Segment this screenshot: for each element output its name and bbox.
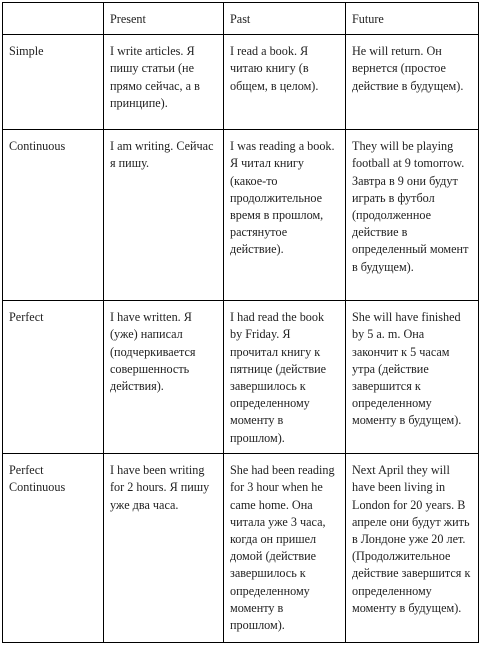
cell-continuous-present: I am writing. Сейчас я пишу. bbox=[104, 130, 224, 301]
cell-simple-present: I write articles. Я пишу статьи (не прямо сейчас, а в принципе). bbox=[104, 35, 224, 130]
table-row-perfect-continuous bbox=[3, 454, 479, 643]
table-row-continuous bbox=[3, 130, 479, 301]
cell-perfect-continuous-future: Next April they will have been living in London for 20 years. В апреле они будут жить в Лондоне уже 20 лет. (Продолжительное действие завершится к определенному моменту в будущем). bbox=[346, 454, 479, 643]
header-cell-corner bbox=[3, 3, 104, 35]
row-label-perfect-continuous: Perfect Continuous bbox=[3, 454, 104, 643]
row-label-perfect: Perfect bbox=[3, 301, 104, 454]
cell-perfect-present: I have written. Я (уже) написал (подчеркивается совершенность действия). bbox=[104, 301, 224, 454]
table-header-row bbox=[3, 3, 479, 35]
row-label-simple: Simple bbox=[3, 35, 104, 130]
table-row-perfect bbox=[3, 301, 479, 454]
header-cell-future: Future bbox=[346, 3, 479, 35]
cell-continuous-future: They will be playing football at 9 tomorrow. Завтра в 9 они будут играть в футбол (продолженное действие в определенный момент в будущем). bbox=[346, 130, 479, 301]
tenses-table bbox=[2, 2, 479, 643]
cell-perfect-continuous-present: I have been writing for 2 hours. Я пишу уже два часа. bbox=[104, 454, 224, 643]
cell-perfect-future: She will have finished by 5 a. m. Она закончит к 5 часам утра (действие завершится к определенному моменту в будущем). bbox=[346, 301, 479, 454]
cell-perfect-past: I had read the book by Friday. Я прочитал книгу к пятнице (действие завершилось к определенному моменту в прошлом). bbox=[224, 301, 346, 454]
table-row-simple bbox=[3, 35, 479, 130]
header-cell-past: Past bbox=[224, 3, 346, 35]
cell-perfect-continuous-past: She had been reading for 3 hour when he came home. Она читала уже 3 часа, когда он пришел домой (действие завершилось к определенному моменту в прошлом). bbox=[224, 454, 346, 643]
cell-simple-past: I read a book. Я читаю книгу (в общем, в целом). bbox=[224, 35, 346, 130]
cell-simple-future: He will return. Он вернется (простое действие в будущем). bbox=[346, 35, 479, 130]
header-cell-present: Present bbox=[104, 3, 224, 35]
row-label-continuous: Continuous bbox=[3, 130, 104, 301]
cell-continuous-past: I was reading a book. Я читал книгу (какое-то продолжительное время в прошлом, растянутое действие). bbox=[224, 130, 346, 301]
